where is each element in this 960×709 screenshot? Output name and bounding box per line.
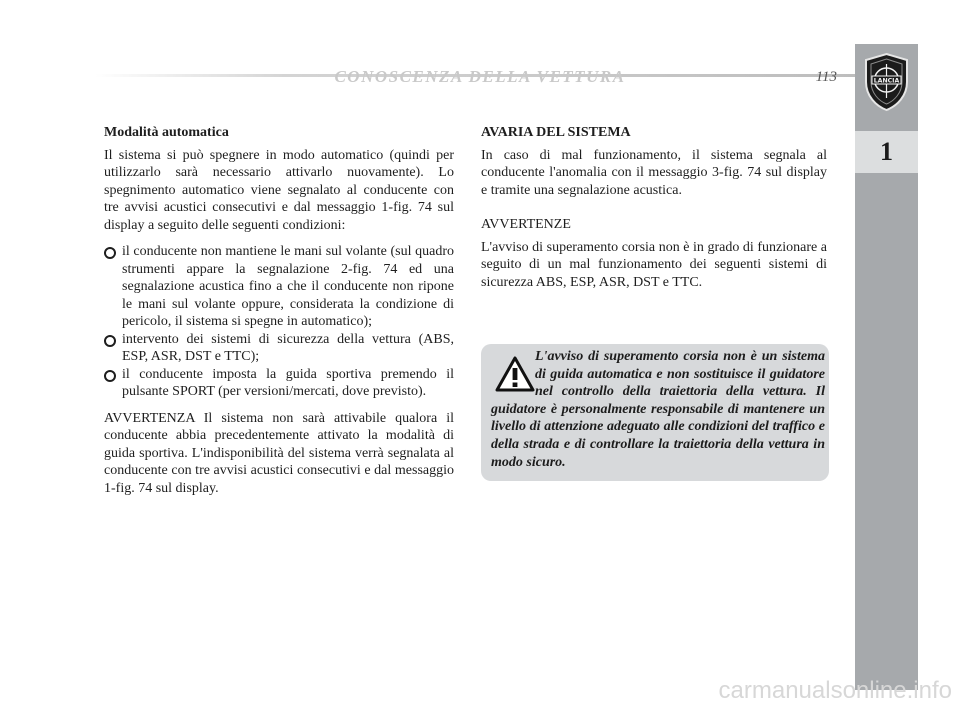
brand-logo-text: LANCIA [873,77,900,85]
intro-paragraph: Il sistema si può spegnere in modo automatico (quindi per utilizzarlo sarà necessario attivarlo nuovamente). Lo spegnimento automatico viene segnalato al conducente con tre avvisi acustici consecutivi e dal messaggio 1-fig. 74 sul display a seguito delle seguenti condizioni: [104,147,454,233]
lancia-logo-icon [863,52,910,112]
brand-logo-box [855,44,918,121]
list-item [104,243,454,331]
bullet-circle-icon [104,335,116,347]
list-item-text: il conducente imposta la guida sportiva premendo il pulsante SPORT (per versioni/mercati, dove previsto). [122,366,454,399]
warnings-heading: AVVERTENZE [481,217,571,232]
list-item-text: intervento dei sistemi di sicurezza della vettura (ABS, ESP, ASR, DST e TTC); [122,331,454,364]
chapter-side-tab [855,44,918,690]
section-heading-system-failure: AVARIA DEL SISTEMA [481,125,631,140]
watermark: carmanualsonline.info [718,677,952,704]
bullet-circle-icon [104,247,116,259]
condition-list [104,243,454,401]
list-item [104,366,454,401]
running-header-title: CONOSCENZA DELLA VETTURA [334,67,626,86]
section-heading-automatic-mode: Modalità automatica [104,125,229,140]
warnings-paragraph: L'avviso di superamento corsia non è in grado di funzionare a seguito di un mal funzionamento dei seguenti sistemi di sicurezza ABS, ESP, ASR, DST e TTC. [481,239,827,290]
left-column [104,124,454,506]
chapter-number: 1 [855,131,918,173]
safety-warning-box [481,344,829,481]
list-item-text: il conducente non mantiene le mani sul volante (sul quadro strumenti appare la segnalazione 2-fig. 74 ed una segnalazione acustica fino a che il conducente non ripone le mani sul volante oppure, considerata la condizione di pericolo, il sistema si spegne in automatico); [122,244,454,329]
right-column [481,124,827,300]
safety-warning-text-block [481,348,825,471]
failure-paragraph: In caso di mal funzionamento, il sistema segnala al conducente l'anomalia con il messaggio 3-fig. 74 sul display e tramite una segnalazione acustica. [481,147,827,198]
safety-warning-text: L'avviso di superamento corsia non è un sistema di guida automatica e non sostituisce il guidatore nel controllo della traiettoria della vettura. Il guidatore è personalmente responsabile di mantenere un livello di attenzione adeguato alle condizioni del traffico e della strada e di controllare la traiettoria della vettura in modo sicuro. [491,349,825,470]
page-number: 113 [815,69,837,85]
note-paragraph: AVVERTENZA Il sistema non sarà attivabile qualora il conducente abbia precedentemente attivato la modalità di guida sportiva. L'indisponibilità del sistema verrà segnalata al conducente con tre avvisi acustici consecutivi e dal messaggio 1-fig. 74 sul display. [104,410,454,496]
bullet-circle-icon [104,370,116,382]
list-item [104,331,454,366]
